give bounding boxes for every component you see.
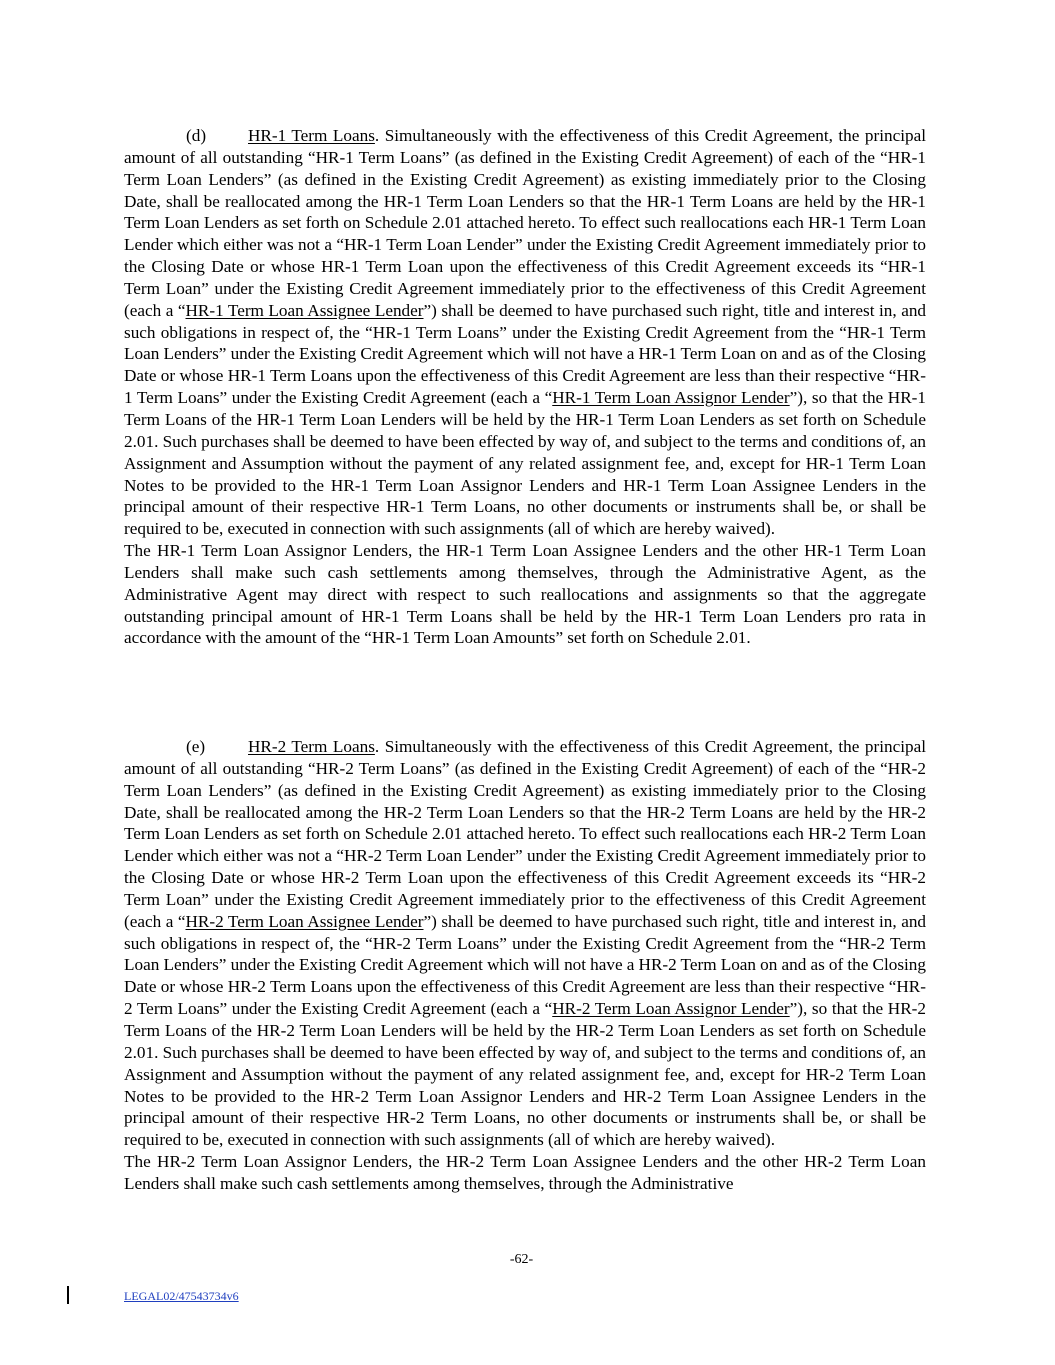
paragraph-d-label: (d) bbox=[186, 126, 207, 145]
paragraph-d-indent bbox=[124, 125, 248, 147]
paragraph-e-text-4: The HR-2 Term Loan Assignor Lenders, the HR-2 Term Loan Assignee Lenders and the other HR-2 Term Loan Lenders shall make such cash settlements among themselves, through the Administrative bbox=[124, 1152, 926, 1193]
paragraph-d bbox=[124, 125, 926, 649]
paragraph-d-text-4: The HR-1 Term Loan Assignor Lenders, the HR-1 Term Loan Assignee Lenders and the other HR-1 Term Loan Lenders shall make such cash settlements among themselves, through the Administrative Agent, as the Administrative Agent may direct with respect to such reallocations and assignments so that the aggregate outstanding principal amount of HR-1 Term Loans shall be held by the HR-1 Term Loan Lenders pro rata in accordance with the amount of the “HR-1 Term Loan Amounts” set forth on Schedule 2.01. bbox=[124, 541, 926, 648]
defined-term-hr1-assignor-lender: HR-1 Term Loan Assignor Lender bbox=[552, 388, 790, 408]
page-number: -62- bbox=[509, 1252, 534, 1267]
paragraph-e-heading: HR-2 Term Loans bbox=[248, 737, 375, 756]
defined-term-hr2-assignee-lender: HR-2 Term Loan Assignee Lender bbox=[185, 911, 424, 931]
paragraph-d-heading: HR-1 Term Loans bbox=[248, 126, 375, 145]
paragraph-e bbox=[124, 736, 926, 1195]
paragraph-d-text-2: ”) shall be deemed to have purchased such right, title and interest in, and such obligations in respect of, the “HR-1 Term Loans” under the Existing Credit Agreement from the “HR-1 Term Loan Lenders” under the Existing Credit Agreement which will not have a HR-1 Term Loan on and as of the Closing Date or whose HR-1 Term Loans upon the effectiveness of this Credit Agreement are less than their respective “HR-1 Term Loans” under the Existing Credit Agreement (each a “ bbox=[124, 300, 927, 408]
paragraph-d-text-1: . Simultaneously with the effectiveness of this Credit Agreement, the principal amount of all outstanding “HR-1 Term Loans” (as defined in the Existing Credit Agreement) of each of the “HR-1 Term Loan Lenders” (as defined in the Existing Credit Agreement) as existing immediately prior to the Closing Date, shall be reallocated among the HR-1 Term Loan Lenders so that the HR-1 Term Loans are held by the HR-1 Term Loan Lenders as set forth on Schedule 2.01 attached hereto. To effect such reallocations each HR-1 Term Loan Lender which either was not a “HR-1 Term Loan Lender” under the Existing Credit Agreement immediately prior to the Closing Date or whose HR-1 Term Loan upon the effectiveness of this Credit Agreement exceeds its “HR-1 Term Loan” under the Existing Credit Agreement immediately prior to the effectiveness of this Credit Agreement (each a “ bbox=[124, 126, 926, 320]
revision-change-bar bbox=[67, 1286, 69, 1304]
paragraph-e-text-2: ”) shall be deemed to have purchased such right, title and interest in, and such obligations in respect of, the “HR-2 Term Loans” under the Existing Credit Agreement from the “HR-2 Term Loan Lenders” under the Existing Credit Agreement which will not have a HR-2 Term Loan on and as of the Closing Date or whose HR-2 Term Loans upon the effectiveness of this Credit Agreement are less than their respective “HR-2 Term Loans” under the Existing Credit Agreement (each a “ bbox=[124, 911, 927, 1019]
paragraph-e-text-1: . Simultaneously with the effectiveness of this Credit Agreement, the principal amount of all outstanding “HR-2 Term Loans” (as defined in the Existing Credit Agreement) of each of the “HR-2 Term Loan Lenders” (as defined in the Existing Credit Agreement) as existing immediately prior to the Closing Date, shall be reallocated among the HR-2 Term Loan Lenders so that the HR-2 Term Loans are held by the HR-2 Term Loan Lenders as set forth on Schedule 2.01 attached hereto. To effect such reallocations each HR-2 Term Loan Lender which either was not a “HR-2 Term Loan Lender” under the Existing Credit Agreement immediately prior to the Closing Date or whose HR-2 Term Loan upon the effectiveness of this Credit Agreement exceeds its “HR-2 Term Loan” under the Existing Credit Agreement immediately prior to the effectiveness of this Credit Agreement (each a “ bbox=[124, 737, 926, 931]
defined-term-hr2-assignor-lender: HR-2 Term Loan Assignor Lender bbox=[552, 999, 790, 1019]
paragraph-d-text-3: ”), so that the HR-1 Term Loans of the HR-1 Term Loan Lenders will be held by the HR-1 Term Loan Lenders as set forth on Schedule 2.01. Such purchases shall be deemed to have been effected by way of, and subject to the terms and conditions of, an Assignment and Assumption without the payment of any related assignment fee, and, except for HR-1 Term Loan Notes to be provided to the HR-1 Term Loan Assignor Lenders and HR-1 Term Loan Assignee Lenders in the principal amount of their respective HR-1 Term Loans, no other documents or instruments shall be, or shall be required to be, executed in connection with such assignments (all of which are hereby waived). bbox=[124, 388, 926, 539]
paragraph-e-indent bbox=[124, 736, 248, 758]
paragraph-e-text-3: ”), so that the HR-2 Term Loans of the HR-2 Term Loan Lenders will be held by the HR-2 Term Loan Lenders as set forth on Schedule 2.01. Such purchases shall be deemed to have been effected by way of, and subject to the terms and conditions of, an Assignment and Assumption without the payment of any related assignment fee, and, except for HR-2 Term Loan Notes to be provided to the HR-2 Term Loan Assignor Lenders and HR-2 Term Loan Assignee Lenders in the principal amount of their respective HR-2 Term Loans, no other documents or instruments shall be, or shall be required to be, executed in connection with such assignments (all of which are hereby waived). bbox=[124, 999, 926, 1150]
paragraph-e-label: (e) bbox=[186, 737, 206, 756]
defined-term-hr1-assignee-lender: HR-1 Term Loan Assignee Lender bbox=[185, 300, 424, 320]
document-id-link[interactable]: LEGAL02/47543734v6 bbox=[124, 1289, 239, 1303]
